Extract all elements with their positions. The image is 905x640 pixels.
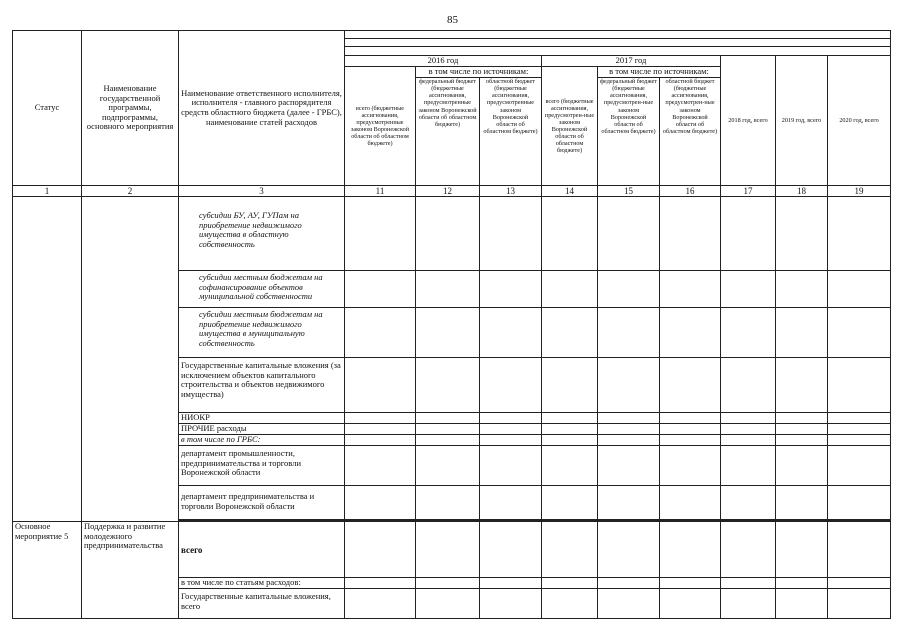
table-cell: [721, 578, 776, 589]
row-by-expense-items: в том числе по статьям расходов:: [179, 578, 345, 589]
row-by-grbs: в том числе по ГРБС:: [179, 435, 345, 446]
table-cell: [660, 435, 721, 446]
table-cell: [598, 424, 660, 435]
header-year-2017: 2017 год: [542, 56, 721, 67]
header-regional-2017: областной бюджет (бюджетные ассигнования, предусмотрен-ные законом Воронежской области об областном бюджете): [660, 78, 721, 186]
header-blank-band: [345, 31, 891, 39]
table-cell: [345, 486, 416, 520]
header-executor: Наименование ответственного исполнителя, исполнителя - главного распорядителя средств областного бюджета (далее - ГРБС), наименование статей расходов: [179, 31, 345, 186]
table-cell: [776, 446, 828, 486]
table-cell: [345, 197, 416, 271]
table-cell: [776, 578, 828, 589]
table-cell: [598, 578, 660, 589]
header-federal-2016: федеральный бюджет (бюджетные ассигнования, предусмотренные законом Воронежской области об областном бюджете): [416, 78, 480, 186]
table-cell: [828, 424, 891, 435]
table-cell: [416, 197, 480, 271]
header-program: Наименование государственной программы, подпрограммы, основного мероприятия: [82, 31, 179, 186]
table-cell: [828, 358, 891, 413]
table-cell: [542, 271, 598, 308]
table-cell: [598, 413, 660, 424]
table-cell: [416, 435, 480, 446]
table-cell: [480, 308, 542, 358]
table-cell: [828, 578, 891, 589]
col-num-2: 2: [82, 186, 179, 197]
table-cell: [542, 197, 598, 271]
table-cell: [480, 446, 542, 486]
header-status: Статус: [13, 31, 82, 186]
table-cell: [660, 424, 721, 435]
table-cell: [598, 446, 660, 486]
table-cell: [776, 486, 828, 520]
table-cell: [542, 522, 598, 578]
table-cell: [598, 435, 660, 446]
col-num-18: 18: [776, 186, 828, 197]
table-cell: [598, 308, 660, 358]
row-subsidies-municipal-property: субсидии местным бюджетам на приобретение недвижимого имущества в муниципальную собственность: [179, 308, 345, 358]
table-cell: [828, 308, 891, 358]
table-cell: [345, 446, 416, 486]
table-cell: [828, 486, 891, 520]
col-num-14: 14: [542, 186, 598, 197]
table-cell: [480, 435, 542, 446]
row-capital-investments: Государственные капитальные вложения (за исключением объектов капитального строительства и объектов недвижимого имущества): [179, 358, 345, 413]
table-cell: [598, 358, 660, 413]
col-num-19: 19: [828, 186, 891, 197]
table-cell: [416, 413, 480, 424]
table-cell: [480, 589, 542, 619]
header-year-2016: 2016 год: [345, 56, 542, 67]
table-cell: [480, 578, 542, 589]
table-cell: [660, 486, 721, 520]
table-cell: [416, 578, 480, 589]
table-cell: [542, 308, 598, 358]
table-cell: [598, 486, 660, 520]
table-cell: [345, 522, 416, 578]
table-cell: [721, 522, 776, 578]
header-federal-2017: федеральный бюджет (бюджетные ассигнования, предусмотрен-ные законом Воронежской области об областном бюджете): [598, 78, 660, 186]
col-num-17: 17: [721, 186, 776, 197]
col-num-16: 16: [660, 186, 721, 197]
table-cell: [542, 446, 598, 486]
col-num-12: 12: [416, 186, 480, 197]
table-cell: [345, 589, 416, 619]
header-total-2016: всего (бюджетные ассигнования, предусмотренные законом Воронежской области об областном бюджете): [345, 67, 416, 186]
row-subsidies-bu-au: субсидии БУ, АУ, ГУПам на приобретение недвижимого имущества в областную собственность: [179, 197, 345, 271]
table-cell: [480, 358, 542, 413]
header-sources-2017: в том числе по источникам:: [598, 67, 721, 78]
table-cell: [345, 578, 416, 589]
table-cell: [480, 424, 542, 435]
table-cell: [542, 424, 598, 435]
table-cell: [416, 486, 480, 520]
table-cell: [721, 308, 776, 358]
table-cell: [416, 358, 480, 413]
table-cell: [660, 589, 721, 619]
table-cell: [828, 435, 891, 446]
table-cell: [776, 197, 828, 271]
table-cell: [776, 358, 828, 413]
col-num-15: 15: [598, 186, 660, 197]
table-cell: [542, 435, 598, 446]
table-cell: [345, 435, 416, 446]
table-cell: [416, 424, 480, 435]
main-event-5-status: Основное мероприятие 5: [13, 522, 82, 619]
header-2020: 2020 год, всего: [828, 56, 891, 186]
table-cell: [721, 589, 776, 619]
budget-table: [12, 30, 891, 619]
table-cell: [660, 578, 721, 589]
table-cell: [480, 271, 542, 308]
table-cell: [776, 522, 828, 578]
table-cell: [721, 446, 776, 486]
table-cell: [828, 522, 891, 578]
table-cell: [345, 358, 416, 413]
table-cell: [345, 413, 416, 424]
table-cell: [598, 271, 660, 308]
page-number: 85: [447, 14, 458, 26]
status-cell-continued: [13, 197, 82, 522]
table-cell: [776, 413, 828, 424]
col-num-3: 3: [179, 186, 345, 197]
table-cell: [598, 197, 660, 271]
table-cell: [828, 413, 891, 424]
col-num-1: 1: [13, 186, 82, 197]
row-dept-entrepreneurship: департамент предпринимательства и торговли Воронежской области: [179, 486, 345, 520]
table-cell: [776, 424, 828, 435]
table-cell: [776, 435, 828, 446]
header-blank-band-2: [345, 39, 891, 47]
table-cell: [721, 358, 776, 413]
table-cell: [828, 197, 891, 271]
table-cell: [480, 413, 542, 424]
table-cell: [660, 358, 721, 413]
row-total: всего: [179, 522, 345, 578]
table-cell: [416, 589, 480, 619]
table-cell: [480, 486, 542, 520]
header-2018: 2018 год, всего: [721, 56, 776, 186]
table-cell: [660, 413, 721, 424]
table-cell: [345, 271, 416, 308]
table-cell: [480, 197, 542, 271]
col-num-11: 11: [345, 186, 416, 197]
table-cell: [721, 435, 776, 446]
table-cell: [542, 413, 598, 424]
table-cell: [542, 578, 598, 589]
table-cell: [828, 271, 891, 308]
table-cell: [345, 424, 416, 435]
table-cell: [776, 308, 828, 358]
table-cell: [660, 308, 721, 358]
header-sources-2016: в том числе по источникам:: [416, 67, 542, 78]
header-2019: 2019 год, всего: [776, 56, 828, 186]
row-niokr: НИОКР: [179, 413, 345, 424]
table-cell: [416, 522, 480, 578]
table-cell: [721, 424, 776, 435]
table-cell: [721, 197, 776, 271]
table-cell: [660, 271, 721, 308]
row-dept-industry: департамент промышленности, предпринимательства и торговли Воронежской области: [179, 446, 345, 486]
table-cell: [828, 589, 891, 619]
table-cell: [660, 197, 721, 271]
header-regional-2016: областной бюджет (бюджетные ассигнования, предусмотренные законом Воронежской области об областном бюджете): [480, 78, 542, 186]
table-cell: [345, 308, 416, 358]
header-total-2017: всего (бюджетные ассигнования, предусмотрен-ные законом Воронежской области об областном бюджете): [542, 67, 598, 186]
table-cell: [416, 271, 480, 308]
table-cell: [542, 589, 598, 619]
table-cell: [598, 589, 660, 619]
table-cell: [828, 446, 891, 486]
table-cell: [721, 413, 776, 424]
table-cell: [721, 486, 776, 520]
table-cell: [542, 486, 598, 520]
table-cell: [776, 271, 828, 308]
row-subsidies-cofinancing: субсидии местным бюджетам на софинансирование объектов муниципальной собственности: [179, 271, 345, 308]
table-cell: [542, 358, 598, 413]
table-cell: [416, 308, 480, 358]
table-cell: [660, 446, 721, 486]
header-blank-band-3: [345, 47, 891, 56]
table-cell: [660, 522, 721, 578]
table-cell: [721, 271, 776, 308]
row-other-expenses: ПРОЧИЕ расходы: [179, 424, 345, 435]
row-capital-investments-total: Государственные капитальные вложения, всего: [179, 589, 345, 619]
program-cell-continued: [82, 197, 179, 522]
table-cell: [416, 446, 480, 486]
col-num-13: 13: [480, 186, 542, 197]
table-cell: [776, 589, 828, 619]
main-event-5-name: Поддержка и развитие молодежного предпринимательства: [82, 522, 179, 619]
table-cell: [598, 522, 660, 578]
table-cell: [480, 522, 542, 578]
